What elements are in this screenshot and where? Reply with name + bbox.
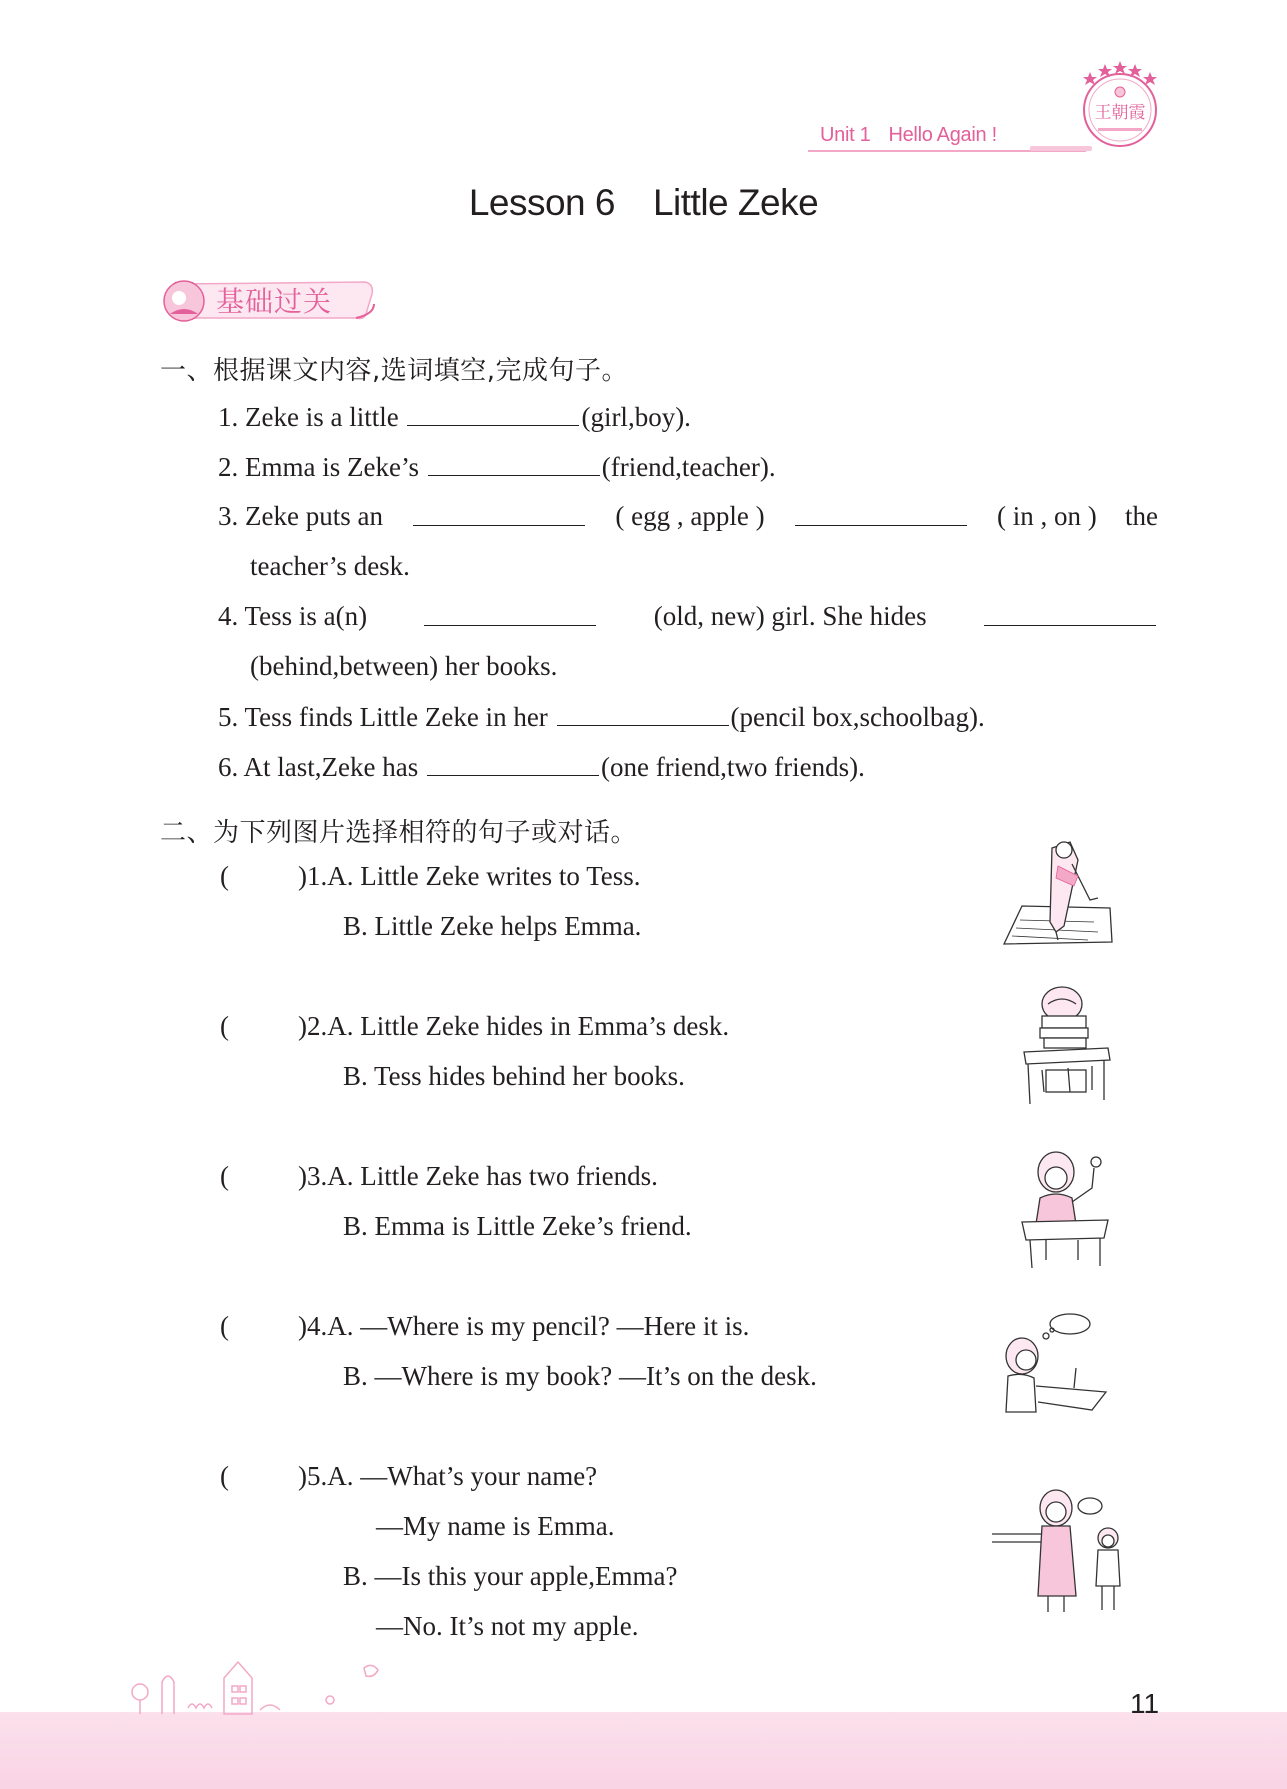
answer-paren[interactable]: ( [220, 1161, 229, 1191]
answer-paren[interactable]: ( [220, 861, 229, 891]
lesson-name: Little Zeke [652, 182, 819, 223]
unit-title: Hello Again ! [888, 124, 997, 146]
answer-paren[interactable]: ( [220, 1461, 229, 1491]
s2-item-4-a: )4.A. —Where is my pencil? —Here it is. [298, 1311, 750, 1341]
answer-blank[interactable] [428, 450, 600, 476]
answer-blank[interactable] [407, 400, 579, 426]
logo-text: 王朝霞 [1094, 103, 1146, 123]
page-number: 11 [1130, 1688, 1160, 1719]
s2-item-1-a: )1.A. Little Zeke writes to Tess. [298, 861, 641, 891]
lesson-number: Lesson 6 [468, 182, 615, 223]
publisher-logo-icon [1070, 58, 1170, 158]
s2-item-5-b2: —No. It’s not my apple. [376, 1611, 639, 1641]
answer-blank[interactable] [984, 600, 1156, 626]
answer-blank[interactable] [795, 500, 967, 526]
option-a: A. —Where is my pencil? —Here it is. [327, 1311, 750, 1341]
s2-item-3-a: )3.A. Little Zeke has two friends. [298, 1161, 658, 1191]
s1-item-6: 6. At last,Zeke has (one friend,two friends). [218, 752, 865, 782]
answer-blank[interactable] [427, 750, 599, 776]
s1-item-2: 2. Emma is Zeke’s (friend,teacher). [218, 452, 776, 482]
section1-heading: 一、根据课文内容,选词填空,完成句子。 [160, 356, 629, 386]
footer-band [0, 1712, 1287, 1789]
option-a: A. Little Zeke writes to Tess. [327, 861, 641, 891]
section2-heading: 二、为下列图片选择相符的句子或对话。 [160, 818, 638, 848]
option-a: A. Little Zeke has two friends. [327, 1161, 658, 1191]
s2-item-5-a2: —My name is Emma. [376, 1511, 615, 1541]
picture-looking-for-pencil-icon [996, 1302, 1116, 1414]
badge-label: 基础过关 [216, 285, 333, 318]
s2-item-5-a: )5.A. —What’s your name? [298, 1461, 598, 1491]
s2-item-2-b: B. Tess hides behind her books. [343, 1061, 685, 1091]
answer-paren[interactable]: ( [220, 1311, 229, 1341]
unit-header [820, 124, 997, 147]
s2-item-5-b: B. —Is this your apple,Emma? [343, 1561, 678, 1591]
s2-item-1-b: B. Little Zeke helps Emma. [343, 911, 642, 941]
s2-item-4-b: B. —Where is my book? —It’s on the desk. [343, 1361, 817, 1391]
s1-item-4: 4. Tess is a(n) (old, new) girl. She hides [218, 600, 1158, 632]
lesson-title [0, 182, 1287, 224]
s1-item-1: 1. Zeke is a little (girl,boy). [218, 402, 691, 432]
option-a: A. Little Zeke hides in Emma’s desk. [327, 1011, 730, 1041]
unit-label: Unit 1 [820, 124, 871, 146]
s2-item-3-b: B. Emma is Little Zeke’s friend. [343, 1211, 692, 1241]
s1-item-3: 3. Zeke puts an ( egg , apple ) ( in , on ) the [218, 501, 1158, 531]
picture-writing-icon [998, 836, 1118, 948]
s1-item-5: 5. Tess finds Little Zeke in her (pencil box,schoolbag). [218, 702, 985, 732]
s1-item-4-cont: (behind,between) her books. [250, 651, 558, 681]
s1-item-3-cont: teacher’s desk. [250, 551, 410, 581]
answer-blank[interactable] [424, 600, 596, 626]
picture-girl-at-desk-icon [1016, 1144, 1126, 1272]
footer-town-decoration-icon [120, 1648, 380, 1718]
s2-item-2-a: )2.A. Little Zeke hides in Emma’s desk. [298, 1011, 730, 1041]
answer-blank[interactable] [413, 500, 585, 526]
answer-blank[interactable] [557, 700, 729, 726]
picture-hiding-behind-books-icon [1018, 982, 1116, 1106]
picture-girls-talking-icon [990, 1486, 1124, 1616]
option-a: A. —What’s your name? [327, 1461, 598, 1491]
answer-paren[interactable]: ( [220, 1011, 229, 1041]
